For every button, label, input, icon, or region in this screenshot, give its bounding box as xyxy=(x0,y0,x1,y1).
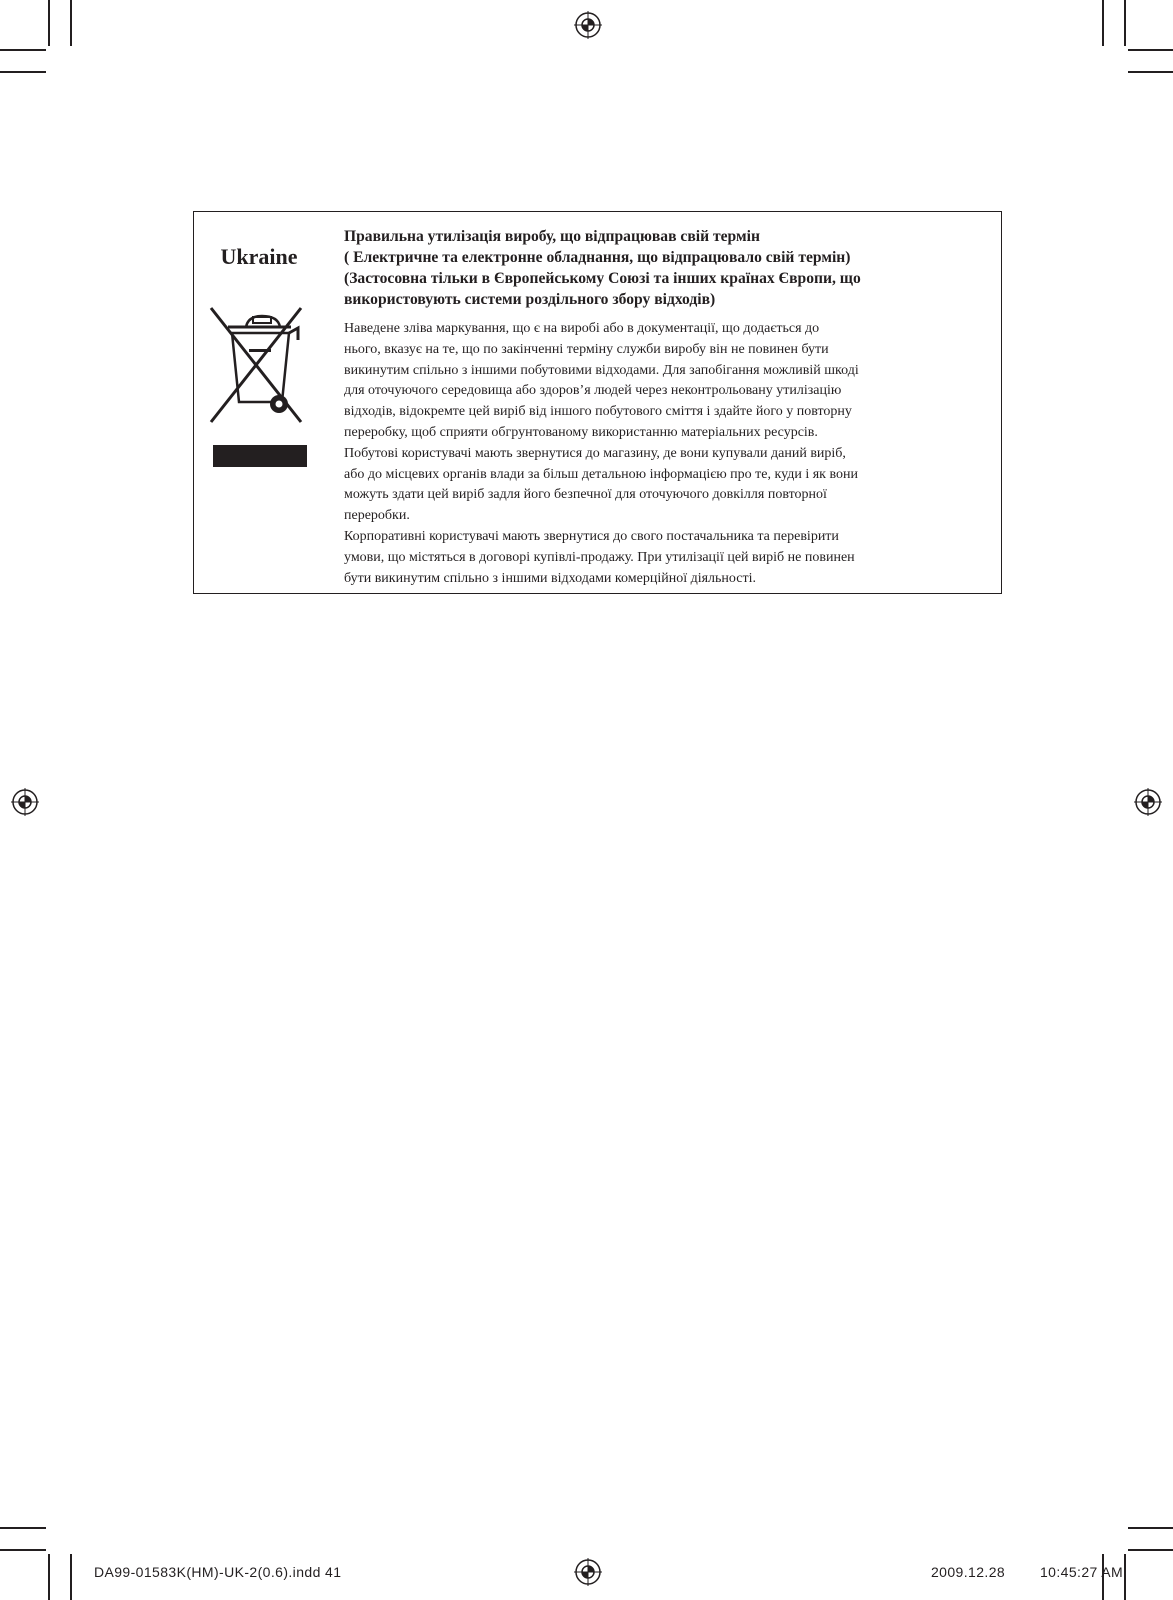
notice-body xyxy=(344,319,984,589)
crop-mark xyxy=(1124,1554,1126,1600)
crop-mark xyxy=(1128,1527,1173,1529)
crop-mark xyxy=(1102,0,1104,46)
body-line: для оточуючого середовища або здоров’я людей через неконтрольовану утилізацію xyxy=(344,383,842,399)
body-line: нього, вказує на те, що по закінченні терміну служби виробу він не повинен бути xyxy=(344,341,829,357)
crop-mark xyxy=(1124,0,1126,46)
weee-notice-box xyxy=(193,211,1002,594)
crop-mark xyxy=(0,49,46,51)
registration-mark-icon xyxy=(1134,788,1162,816)
heading-line: Правильна утилізація виробу, що відпрацював свій термін xyxy=(344,228,760,245)
registration-mark-icon xyxy=(11,788,39,816)
notice-heading xyxy=(344,226,984,310)
crop-mark xyxy=(1128,1549,1173,1551)
footer-file-name: DA99-01583K(HM)-UK-2(0.6).indd 41 xyxy=(94,1564,342,1580)
crossed-out-wheelie-bin-icon xyxy=(206,300,306,430)
body-line: Побутові користувачі мають звернутися до магазину, де вони купували даний виріб, xyxy=(344,445,846,461)
crop-mark xyxy=(0,1527,46,1529)
black-bar xyxy=(213,445,307,467)
crop-mark xyxy=(0,71,46,73)
crop-mark xyxy=(1128,71,1173,73)
crop-mark xyxy=(48,1554,50,1600)
crop-mark xyxy=(48,0,50,46)
registration-mark-icon xyxy=(574,11,602,39)
body-line: переробки. xyxy=(344,508,410,524)
body-line: Наведене зліва маркування, що є на виробі або в документації, що додається до xyxy=(344,321,820,336)
crop-mark xyxy=(0,1549,46,1551)
footer-time: 10:45:27 AM xyxy=(1040,1564,1124,1580)
body-line: умови, що містяться в договорі купівлі-продажу. При утилізації цей виріб не повинен xyxy=(344,549,855,565)
notice-content xyxy=(344,226,984,589)
body-line: можуть здати цей виріб задля його безпечної для оточуючого довкілля повторної xyxy=(344,487,827,503)
body-line: бути викинутим спільно з іншими відходами комерційної діяльності. xyxy=(344,570,756,586)
heading-line: використовують системи роздільного збору відходів) xyxy=(344,291,716,308)
body-line: викинутим спільно з іншими побутовими відходами. Для запобігання можливій шкоді xyxy=(344,362,859,378)
body-line: або до місцевих органів влади за більш детальною інформацією про те, куди і як вони xyxy=(344,466,858,482)
body-line: переробку, щоб сприяти обгрунтованому використанню матеріальних ресурсів. xyxy=(344,424,818,440)
country-label: Ukraine xyxy=(220,244,298,269)
crop-mark xyxy=(1128,49,1173,51)
body-line: відходів, відокремте цей виріб від іншого побутового сміття і здайте його у повторну xyxy=(344,404,852,420)
heading-line: ( Електричне та електронне обладнання, що відпрацювало свій термін) xyxy=(344,249,851,266)
body-line: Корпоративні користувачі мають звернутися до свого постачальника та перевірити xyxy=(344,528,839,544)
heading-line: (Застосовна тільки в Європейському Союзі та інших країнах Європи, що xyxy=(344,270,861,287)
crop-mark xyxy=(70,0,72,46)
footer-date: 2009.12.28 xyxy=(931,1564,1006,1580)
registration-mark-icon xyxy=(574,1558,602,1586)
crop-mark xyxy=(70,1554,72,1600)
